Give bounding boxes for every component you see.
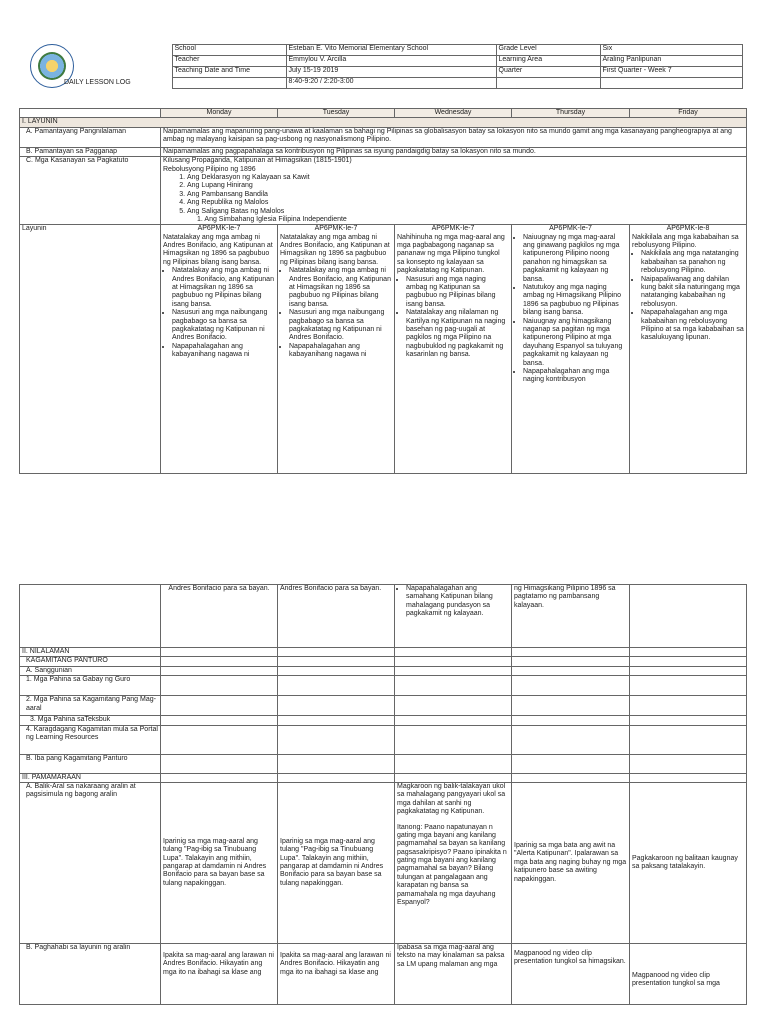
layunin-bullet: • Naipapaliwanag ang dahilan kung bakit sila naturingang mga natatanging kababaihan ng rebolusyon. [641,276,744,310]
layunin-intro: Nahihinuha ng mga mag-aaral ang mga pagbabagong naganap sa pananaw ng mga Pilipino tungkol sa konsepto ng kalayaan sa pagkakatatag ng Katipunan. [397,233,505,275]
label-date-time: Teaching Date and Time [172,67,286,78]
label-teacher: Teacher [172,56,286,67]
pamantayan-sa-pagganap-label: B. Pamantayan sa Pagganap [20,147,161,156]
layunin-monday [161,225,278,474]
balik-aral-wed-p2: Itanong: Paano napatunayan n gating mga bayani ang kanilang pagmamahal sa bayan sa kanilang pagsasakripisyo? Paano ipinakita n gating mga bayani ang kanilang pagmamahal sa bayan? Bilang tulungan at pangalagaan ang karapatan ng bansa sa pamamahala ng mga dayuhang Espanyol? [397,823,507,907]
row-karagdagang-kagamitan: 4. Karagdagang Kagamitan mula sa Portal ng Learning Resources [20,725,161,754]
pamantayan-sa-pagganap-text: Naipamamalas ang pagpapahalaga sa kontribusyon ng Pilipinas sa isyung pandaigdig batay sa lokasyon nito sa mundo. [161,147,747,156]
competency-code: AP6PMK-Ie-7 [314,225,358,233]
layunin-tuesday [278,225,395,474]
header-table [26,44,743,89]
layunin-intro: Natatalakay ang mga ambag ni Andres Bonifacio, ang Katipunan at Himagsikan ng 1896 sa pagbubuo ng Pilipinas bilang isang bansa. [280,233,390,266]
cont-bullet: • Napapahalagahan ang samahang Katipunan bilang mahalagang pundasyon sa pagkakamit ng kalayaan. [406,585,509,619]
row-gabay-guro: 1. Mga Pahina sa Gabay ng Guro [20,676,161,696]
value-grade: Six [600,45,742,56]
paghahabi-monday: Ipakita sa mag-aaral ang larawan ni Andres Bonifacio. Hikayatin ang mga ito na ibahagi sa klase ang [161,943,278,1004]
cont-tuesday: Andres Bonifacio para sa bayan. [278,585,395,648]
layunin-bullet: • Nasusuri ang mga naging ambag ng Katipunan sa pagbubuo ng Pilipinas bilang isang bansa. [406,276,509,310]
layunin-bullet: • Napapahalagahan ang mga naging kontribusyon [523,368,627,385]
cont-thursday: ng Himagsikang Pilipino 1896 sa pagtatamo ng pambansang kalayaan. [512,585,630,648]
label-quarter: Quarter [496,67,600,78]
mga-kasanayan-content [161,157,747,225]
day-header-tuesday: Tuesday [278,109,395,118]
layunin-bullet: • Nakikilala ang mga natatanging kababaihan sa panahon ng rebolusyong Pilipino. [641,250,744,275]
balik-aral-tuesday: Iparinig sa mga mag-aaral ang tulang "Pag-ibig sa Tinubuang Lupa". Talakayin ang mithiin, pangarap at damdamin ni Andres Bonifacio para sa bayan base sa tulang napakinggan. [278,782,395,943]
layunin-bullet: • Natutukoy ang mga naging ambag ng Himagsikang Pilipino 1896 sa pagbubuo ng Pilipinas bilang isang bansa. [523,284,627,318]
balik-aral-label: A. Balik-Aral sa nakaraang aralin at pagsisimula ng bagong aralin [20,782,161,943]
pamantayang-pangnilalaman-text: Naipamamalas ang mapanuring pang-unawa at kaalaman sa bahagi ng Pilipinas sa globalisasyon batay sa lokasyon nito sa mundo gamit ang mga kasanayang pangheograpiya at ang ambag ng malayang kaisipan sa pag-usbong ng nasyonalismong Pilipino. [161,127,747,147]
label-learning-area: Learning Area [496,56,600,67]
balik-aral-friday: Pagkakaroon ng balitaan kaugnay sa paksang tatalakayin. [630,782,747,943]
row-pamamaraan: III. PAMAMARAAN [20,773,161,782]
value-quarter: First Quarter - Week 7 [600,67,742,78]
layunin-bullet: • Napapahalagahan ang kabayanihang nagawa ni [172,343,275,360]
paghahabi-friday: Magpanood ng video clip presentation tungkol sa mga [630,943,747,1004]
day-header-wednesday: Wednesday [395,109,512,118]
kasanayan-item: 1. Ang Deklarasyon ng Kalayaan sa Kawit [187,174,744,182]
section-layunin: I. LAYUNIN [20,118,747,127]
balik-aral-wednesday [395,782,512,943]
balik-aral-monday: Iparinig sa mga mag-aaral ang tulang "Pag-ibig sa Tinubuang Lupa". Talakayin ang mithiin, pangarap at damdamin ni Andres Bonifacio para sa bayan base sa tulang napakinggan. [161,782,278,943]
value-time: 8:40-9:20 / 2:20-3:00 [286,78,496,89]
cont-monday: Andres Bonifacio para sa bayan. [161,585,278,648]
layunin-intro: Natatalakay ang mga ambag ni Andres Bonifacio, ang Katipunan at Himagsikan ng 1896 sa pagbubuo ng Pilipinas bilang isang bansa. [163,233,273,266]
kasanayan-item: 4. Ang Republika ng Malolos [187,199,744,207]
layunin-friday [630,225,747,474]
competency-code: AP6PMK-Ie-7 [549,225,592,233]
row-nilalaman: II. NILALAMAN [20,648,161,657]
layunin-bullet: • Nasusuri ang mga naibungang pagbabago sa bansa sa pagkakatatag ng Katipunan ni Andres Bonifacio. [172,309,275,343]
value-school: Esteban E. Vito Memorial Elementary School [286,45,496,56]
layunin-bullet: • Napapahalagahan ang mga kababaihan ng rebolusyong Pilipino at sa mga kababaihan sa kasalukuyang lipunan. [641,309,744,343]
paghahabi-wednesday: Ipabasa sa mga mag-aaral ang teksto na may kinalaman sa paksa sa LM upang malaman ang mga [395,943,512,1004]
value-date: July 15-19 2019 [286,67,496,78]
day-header-monday: Monday [161,109,278,118]
layunin-bullet: • Napapahalagahan ang kabayanihang nagawa ni [289,343,392,360]
layunin-bullet: • Natatalakay ang mga ambag ni Andres Bonifacio, ang Katipunan at Himagsikan ng 1896 sa pagbubuo ng Pilipinas bilang isang bansa. [172,267,275,309]
day-header-thursday: Thursday [512,109,630,118]
balik-aral-thursday: Iparinig sa mga bata ang awit na "Alerta Katipunan". Ipalarawan sa mga bata ang naging buhay ng mga katipunero base sa awiting napakinggan. [512,782,630,943]
row-sanggunian: A. Sanggunian [20,666,161,675]
label-grade: Grade Level [496,45,600,56]
kasanayan-subitem: 1. Ang Simbahang Iglesia Filipina Independiente [197,215,347,223]
layunin-bullet: • Natatalakay ang mga ambag ni Andres Bonifacio, ang Katipunan at Himagsikan ng 1896 sa pagbubuo ng Pilipinas bilang isang bansa. [289,267,392,309]
kasanayan-line: Kilusang Propaganda, Katipunan at Himagsikan (1815-1901) [163,157,352,165]
layunin-bullet: • Natatalakay ang nilalaman ng Kartilya ng Katipunan na naging basehan ng pag-uugali at pagkilos ng mga Pilipino na nagbubuklod ng pagkakamit ng kasarinlan ng bansa. [406,309,509,359]
kasanayan-line: Rebolusyong Pilipino ng 1896 [163,165,256,173]
lesson-table-page2 [19,584,747,1005]
row-kagamitang-panturo: KAGAMITANG PANTURO [20,657,161,666]
row-iba-pang-kagamitan: B. Iba pang Kagamitang Panturo [20,754,161,773]
daily-lesson-log-title: DAILY LESSON LOG [64,79,131,87]
cont-wednesday [395,585,512,648]
kasanayan-item: 5. Ang Saligang Batas ng Malolos [187,208,744,216]
label-school: School [172,45,286,56]
layunin-wednesday [395,225,512,474]
lesson-table-page1 [19,108,747,474]
layunin-label: Layunin [20,225,161,474]
layunin-bullet: • Nasusuri ang mga naibungang pagbabago sa bansa sa pagkakatatag ng Katipunan ni Andres Bonifacio. [289,309,392,343]
paghahabi-label: B. Paghahabi sa layunin ng aralin [20,943,161,1004]
competency-code: AP6PMK-Ie-8 [666,225,710,233]
pamantayang-pangnilalaman-label: A. Pamantayang Pangnilalaman [20,127,161,147]
balik-aral-wed-p1: Magkaroon ng balik-talakayan ukol sa mahalagang pangyayari ukol sa mga dahilan at sanhi ng pagkakatatag ng Katipunan. [397,782,506,816]
competency-code: AP6PMK-Ie-7 [431,225,475,233]
layunin-bullet: • Naiuugnay ang himagsikang naganap sa pagitan ng mga katipunerong Pilipino at mga dayuhang Espanyol sa tuluyang pagkakamit ng kalayaan ng bansa. [523,318,627,368]
competency-code: AP6PMK-Ie-7 [197,225,241,233]
layunin-thursday [512,225,630,474]
row-kagamitang-mag-aaral: 2. Mga Pahina sa Kagamitang Pang Mag-aaral [20,696,161,716]
mga-kasanayan-label: C. Mga Kasanayan sa Pagkatuto [20,157,161,225]
layunin-bullet: • Naiuugnay ng mga mag-aaral ang ginawang pagkilos ng mga katipunerong Pilipino noong panahon ng himagsikan sa pagkakamit ng kalayaan ng bansa. [523,234,627,284]
kasanayan-item: 2. Ang Lupang Hinirang [187,182,744,190]
value-teacher: Emmylou V. Arcilla [286,56,496,67]
paghahabi-tuesday: Ipakita sa mag-aaral ang larawan ni Andres Bonifacio. Hikayatin ang mga ito na ibahagi sa klase ang [278,943,395,1004]
paghahabi-thursday: Magpanood ng video clip presentation tungkol sa himagsikan. [512,943,630,1004]
day-header-friday: Friday [630,109,747,118]
value-learning-area: Araling Panlipunan [600,56,742,67]
label-blank [172,78,286,89]
row-teksbuk: 3. Mga Pahina saTeksbuk [20,716,161,725]
kasanayan-item: 3. Ang Pambansang Bandila [187,191,744,199]
layunin-intro: Nakikilala ang mga kababaihan sa rebolusyong Pilipino. [632,233,739,250]
